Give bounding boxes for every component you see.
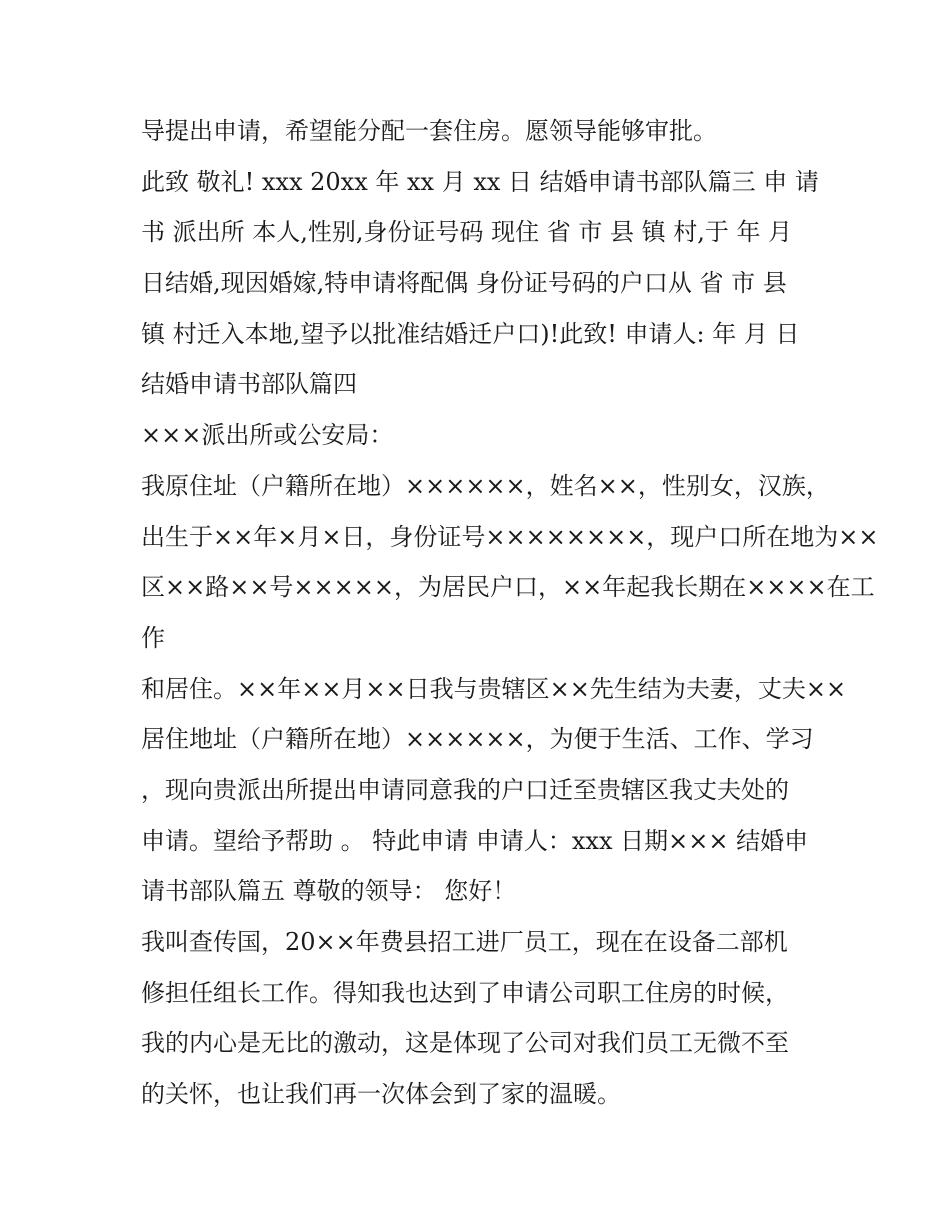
text-line: 出生于××年×月×日，身份证号××××××××，现户口所在地为×× xyxy=(141,522,879,551)
text-line: 日结婚,现因婚嫁,特申请将配偶 身份证号码的户口从 省 市 县 xyxy=(141,269,787,298)
document-body xyxy=(141,106,879,1120)
text-line: 结婚申请书部队篇四 xyxy=(141,370,357,399)
text-line: 作 xyxy=(141,623,165,652)
text-line: 申请。望给予帮助 。 特此申请 申请人：xxx 日期××× 结婚申 xyxy=(141,826,809,855)
text-line: 书 派出所 本人,性别,身份证号码 现住 省 市 县 镇 村,于 年 月 xyxy=(141,218,793,247)
text-line: 我的内心是无比的激动，这是体现了公司对我们员工无微不至 xyxy=(141,1029,789,1058)
text-line: 请书部队篇五 尊敬的领导： 您好！ xyxy=(141,877,517,906)
text-line: ×××派出所或公安局： xyxy=(141,421,394,450)
text-line: 此致 敬礼! xxx 20xx 年 xx 月 xx 日 结婚申请书部队篇三 申 请 xyxy=(141,167,819,196)
text-line: 的关怀，也让我们再一次体会到了家的温暖。 xyxy=(141,1080,621,1109)
text-line: 居住地址（户籍所在地）××××××，为便于生活、工作、学习 xyxy=(141,725,814,754)
text-line: 我叫查传国，20××年费县招工进厂员工，现在在设备二部机 xyxy=(141,928,788,956)
text-line: 镇 村迁入本地,望予以批准结婚迁户口)!此致! 申请人: 年 月 日 xyxy=(141,319,800,348)
text-line: 和居住。××年××月××日我与贵辖区××先生结为夫妻，丈夫×× xyxy=(141,674,847,703)
text-line: 我原住址（户籍所在地）××××××，姓名××，性别女，汉族， xyxy=(141,471,830,500)
text-line: 修担任组长工作。得知我也达到了申请公司职工住房的时候， xyxy=(141,978,789,1007)
text-line: ，现向贵派出所提出申请同意我的户口迁至贵辖区我丈夫处的 xyxy=(141,775,789,804)
text-line: 区××路××号×××××，为居民户口，××年起我长期在××××在工 xyxy=(141,573,875,602)
text-line: 导提出申请，希望能分配一套住房。愿领导能够审批。 xyxy=(141,117,717,145)
